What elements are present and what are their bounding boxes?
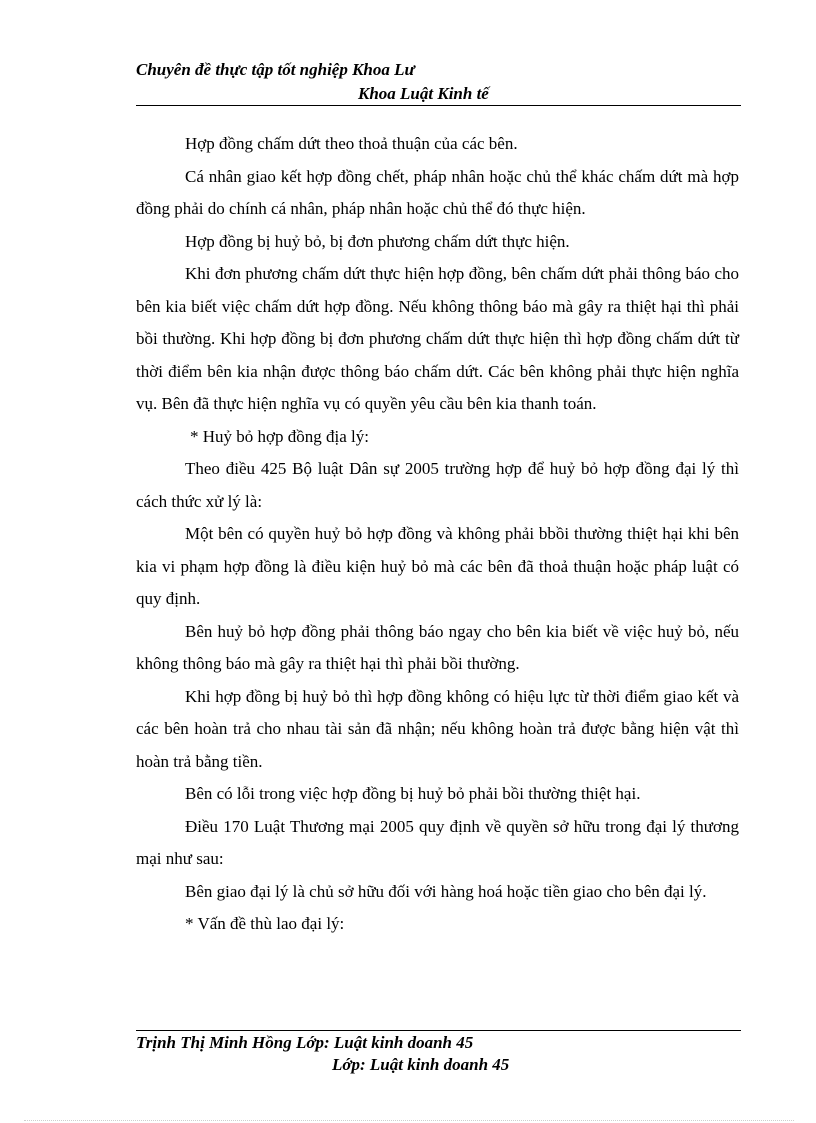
document-body bbox=[136, 128, 739, 941]
section-heading: * Huỷ bỏ hợp đồng địa lý: bbox=[190, 426, 369, 446]
footer-rule bbox=[136, 1030, 741, 1031]
header-rule bbox=[136, 105, 741, 106]
paragraph: Hợp đồng chấm dứt theo thoả thuận của các bên. bbox=[185, 134, 518, 153]
paragraph: Cá nhân giao kết hợp đồng chết, pháp nhân hoặc chủ thể khác chấm dứt mà hợp đồng phải do chính cá nhân, pháp nhân hoặc chủ thể đó thực hiện. bbox=[136, 166, 739, 218]
footer-class: Lớp: Luật kinh doanh 45 bbox=[332, 1055, 510, 1074]
section-heading: * Vấn đề thù lao đại lý: bbox=[185, 914, 345, 933]
page-edge bbox=[24, 1120, 794, 1121]
paragraph: Bên có lỗi trong việc hợp đồng bị huỷ bỏ phải bồi thường thiệt hại. bbox=[185, 784, 641, 803]
paragraph: Bên huỷ bỏ hợp đồng phải thông báo ngay cho bên kia biết về việc huỷ bỏ, nếu không thông báo mà gây ra thiệt hại thì phải bồi thường. bbox=[136, 621, 739, 673]
footer-author: Trịnh Thị Minh Hồng Lớp: Luật kinh doanh 45 bbox=[136, 1033, 474, 1052]
paragraph: Điều 170 Luật Thương mại 2005 quy định về quyền sở hữu trong đại lý thương mại như sau: bbox=[136, 816, 739, 868]
paragraph: Khi đơn phương chấm dứt thực hiện hợp đồng, bên chấm dứt phải thông báo cho bên kia biết việc chấm dứt hợp đồng. Nếu không thông báo mà gây ra thiệt hại thì phải bồi thường. Khi hợp đồng bị đơn phương chấm dứt thực hiện thì hợp đồng chấm dứt từ thời điểm bên kia nhận được thông báo chấm dứt. Các bên không phải thực hiện nghĩa vụ. Bên đã thực hiện nghĩa vụ có quyền yêu cầu bên kia thanh toán. bbox=[136, 264, 739, 413]
paragraph: Khi hợp đồng bị huỷ bỏ thì hợp đồng không có hiệu lực từ thời điểm giao kết và các bên hoàn trả cho nhau tài sản đã nhận; nếu không hoàn trả được bằng hiện vật thì hoàn trả bằng tiền. bbox=[136, 686, 739, 771]
paragraph: Bên giao đại lý là chủ sở hữu đối với hàng hoá hoặc tiền giao cho bên đại lý. bbox=[185, 881, 707, 901]
paragraph: Theo điều 425 Bộ luật Dân sự 2005 trường hợp để huỷ bỏ hợp đồng đại lý thì cách thức xử lý là: bbox=[136, 459, 739, 511]
header-title: Chuyên đề thực tập tốt nghiệp Khoa Lư bbox=[136, 60, 415, 79]
header-subtitle: Khoa Luật Kinh tế bbox=[358, 84, 489, 103]
paragraph: Một bên có quyền huỷ bỏ hợp đồng và không phải bbồi thường thiệt hại khi bên kia vi phạm hợp đồng là điều kiện huỷ bỏ mà các bên đã thoả thuận hoặc pháp luật có quy định. bbox=[136, 524, 739, 608]
paragraph: Hợp đồng bị huỷ bỏ, bị đơn phương chấm dứt thực hiện. bbox=[185, 231, 570, 251]
